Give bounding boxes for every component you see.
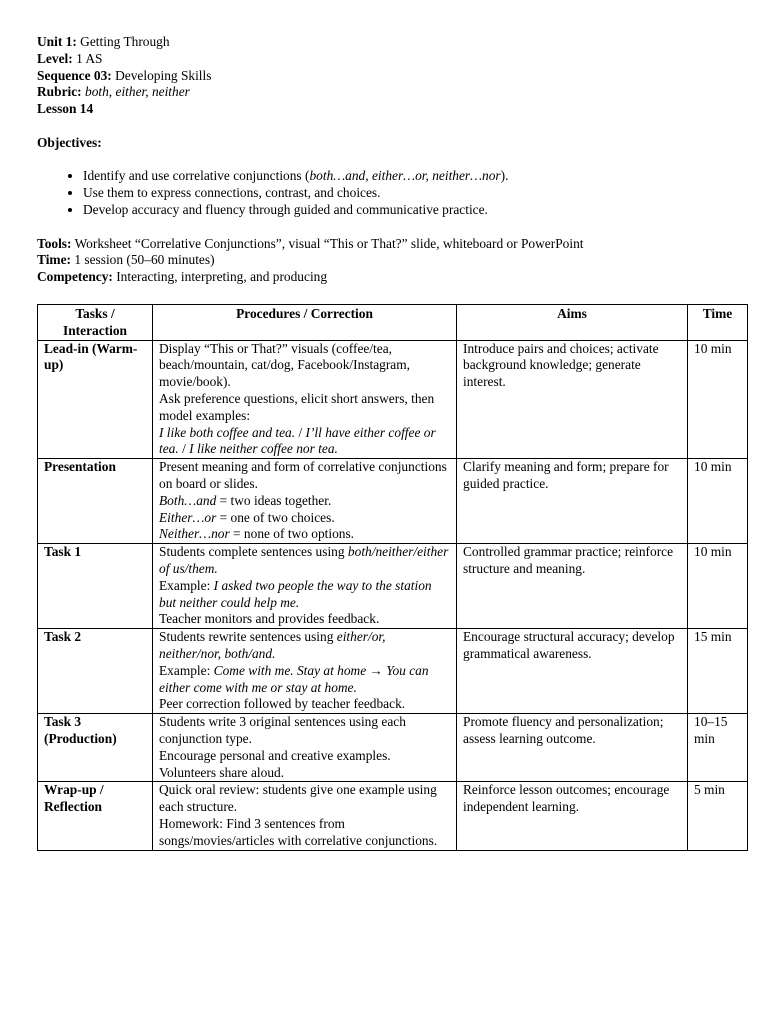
text-run: Use them to express connections, contrast, and choices. [83,185,381,201]
spacer [37,219,747,236]
task-cell: Lead-in (Warm-up) [38,340,153,459]
unit-line [37,34,747,51]
text-run: = none of two options. [229,526,355,542]
text-run: Example: [159,662,214,678]
time-cell: 10 min [688,459,748,544]
table-row [38,714,748,782]
level-value: 1 AS [76,50,103,66]
column-header-aims: Aims [457,305,688,341]
text-run: Peer correction followed by teacher feedback. [159,696,406,712]
time-label: Time: [37,252,71,268]
procedures-cell [153,629,457,714]
task-cell: Task 1 [38,544,153,629]
text-run: both/neither/either of us/them. [159,544,449,576]
objective-item [83,202,747,219]
time-cell: 5 min [688,782,748,850]
text-run: Students write 3 original sentences using each conjunction type. [159,714,406,746]
table-row [38,629,748,714]
competency-label: Competency: [37,269,113,285]
text-run: I like neither coffee nor tea. [189,441,338,457]
table-row [38,340,748,459]
column-header-time: Time [688,305,748,341]
rubric-label: Rubric: [37,84,82,100]
aims-cell: Encourage structural accuracy; develop grammatical awareness. [457,629,688,714]
aims-cell: Clarify meaning and form; prepare for guided practice. [457,459,688,544]
text-run: Come with me. Stay at home → You can either come with me or stay at home. [159,662,429,695]
text-run: I’ll have either coffee or tea. [159,424,436,457]
text-run: I asked two people the way to the station but neither could help me. [159,577,432,610]
task-cell: Task 3 (Production) [38,714,153,782]
text-run: Identify and use correlative conjunctions ( [83,168,310,184]
tools-label: Tools: [37,235,72,251]
aims-cell: Reinforce lesson outcomes; encourage independent learning. [457,782,688,850]
text-run: = one of two choices. [216,509,335,525]
lesson-plan-header [37,34,747,286]
text-run: both…and, either…or, neither…nor [309,168,501,184]
aims-cell: Controlled grammar practice; reinforce structure and meaning. [457,544,688,629]
text-run: either/or, neither/nor, both/and. [159,629,386,661]
text-run: Neither…nor [159,526,230,542]
lesson-number: Lesson 14 [37,101,94,117]
table-row [38,544,748,629]
text-run: Example: [159,577,214,593]
lesson-plan-table [37,304,748,851]
aims-cell: Introduce pairs and choices; activate background knowledge; generate interest. [457,340,688,459]
text-run: Either…or [159,509,217,525]
level-line [37,51,747,68]
time-value: 1 session (50–60 minutes) [74,252,215,268]
spacer [37,152,747,169]
time-line [37,252,747,269]
text-run: I like both coffee and tea. [159,424,296,440]
text-run: Students complete sentences using [159,544,348,560]
competency-line [37,269,747,286]
column-header-procedures: Procedures / Correction [153,305,457,341]
text-run: Both…and [159,492,217,508]
text-run: Volunteers share aloud. [159,764,285,780]
text-run: Students rewrite sentences using [159,629,337,645]
text-run: Ask preference questions, elicit short answers, then model examples: [159,390,435,423]
table-row [38,459,748,544]
objective-item [83,168,747,185]
tools-value: Worksheet “Correlative Conjunctions”, visual “This or That?” slide, whiteboard or PowerPoint [74,235,584,251]
tools-line [37,236,747,253]
objective-item [83,185,747,202]
task-cell: Task 2 [38,629,153,714]
text-run: Encourage personal and creative examples. [159,747,391,763]
table-row [38,782,748,850]
task-cell: Presentation [38,459,153,544]
table-body [38,340,748,850]
time-cell: 15 min [688,629,748,714]
text-run: = two ideas together. [216,492,332,508]
time-cell: 10 min [688,340,748,459]
level-label: Level: [37,50,73,66]
procedures-cell [153,714,457,782]
text-run: Quick oral review: students give one example using each structure. [159,782,437,815]
time-cell: 10–15 min [688,714,748,782]
spacer [37,118,747,135]
text-run: Display “This or That?” visuals (coffee/tea, beach/mountain, cat/dog, Facebook/Instagram, movie/book). [159,340,410,390]
time-cell: 10 min [688,544,748,629]
table-header-row [38,305,748,341]
unit-label: Unit 1: [37,34,77,49]
text-run: ). [500,168,509,184]
competency-value: Interacting, interpreting, and producing [116,269,328,285]
aims-cell: Promote fluency and personalization; assess learning outcome. [457,714,688,782]
objectives-list [37,168,747,218]
procedures-cell [153,459,457,544]
unit-value: Getting Through [80,34,170,49]
task-cell: Wrap-up / Reflection [38,782,153,850]
procedures-cell [153,544,457,629]
rubric-value: both, either, neither [85,84,190,100]
sequence-line [37,68,747,85]
text-run: / [178,441,190,457]
text-run: Teacher monitors and provides feedback. [159,611,380,627]
text-run: Homework: Find 3 sentences from songs/movies/articles with correlative conjunctions. [159,815,438,848]
text-run: Develop accuracy and fluency through guided and communicative practice. [83,201,488,217]
sequence-value: Developing Skills [115,67,212,83]
sequence-label: Sequence 03: [37,67,112,83]
text-run: / [295,424,306,440]
procedures-cell [153,340,457,459]
rubric-line [37,84,747,101]
procedures-cell [153,782,457,850]
text-run: Present meaning and form of correlative conjunctions on board or slides. [159,459,447,491]
column-header-tasks: Tasks / Interaction [38,305,153,341]
objectives-heading: Objectives: [37,134,102,150]
